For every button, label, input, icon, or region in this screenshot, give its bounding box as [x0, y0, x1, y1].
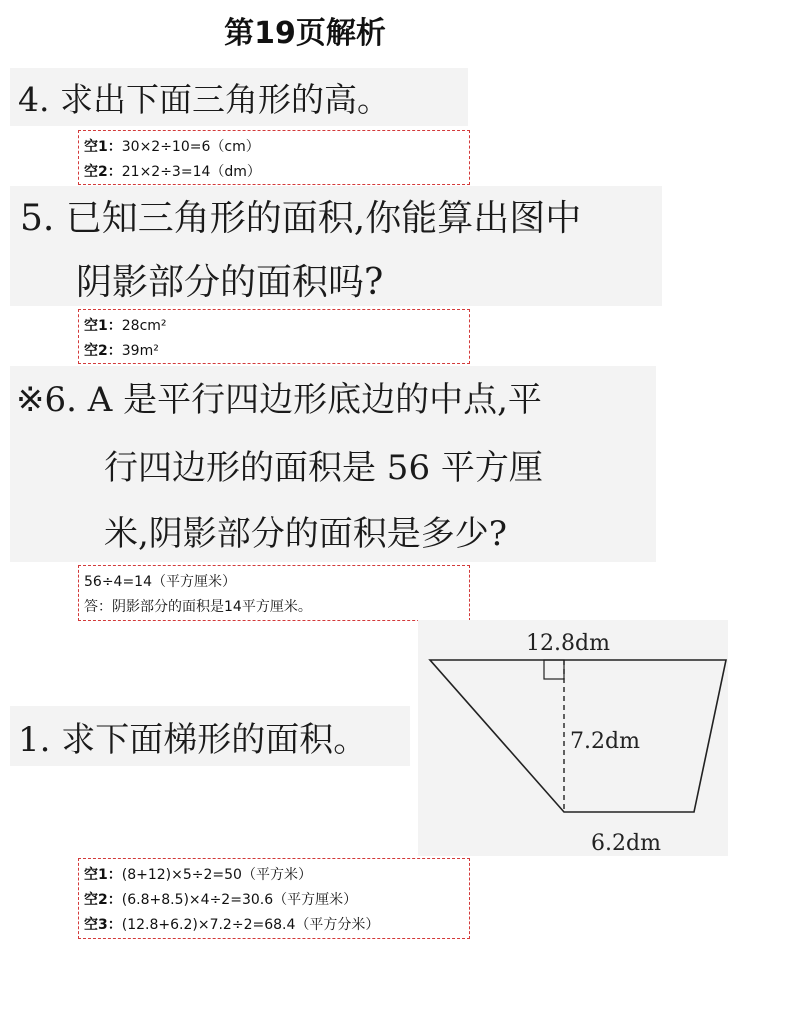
blank-label: 空1：: [84, 867, 122, 883]
right-angle-mark: [544, 660, 564, 679]
top-label: 12.8dm: [526, 631, 610, 656]
answer-row: [84, 863, 463, 888]
blank-value: 30×2÷10=6（cm）: [121, 139, 260, 155]
trapezoid-figure: [418, 620, 728, 856]
answer-row: [84, 888, 463, 913]
answer-row: [84, 339, 463, 364]
blank-label: 空3：: [84, 917, 122, 933]
question-6: [10, 366, 656, 562]
question-4: [10, 68, 468, 126]
question-5: [10, 186, 662, 306]
blank-label: 空1：: [84, 139, 122, 155]
question-6-line-1: ※6. A 是平行四边形底边的中点,平: [16, 380, 542, 420]
answer-box-5: [78, 309, 470, 364]
blank-label: 空2：: [84, 164, 122, 180]
blank-value: (8+12)×5÷2=50（平方米）: [121, 867, 312, 883]
answer-row: [84, 135, 463, 160]
blank-value: 28cm²: [121, 318, 167, 334]
question-6-line-3: 米,阴影部分的面积是多少?: [104, 514, 508, 554]
answer-row: [84, 314, 463, 339]
blank-value: 21×2÷3=14（dm）: [121, 164, 261, 180]
blank-value: (12.8+6.2)×7.2÷2=68.4（平方分米）: [121, 917, 380, 933]
answer-row: [84, 913, 463, 938]
answer-box-6: [78, 565, 470, 621]
blank-label: 空2：: [84, 343, 122, 359]
height-label: 7.2dm: [570, 729, 640, 754]
blank-value: 39m²: [121, 343, 159, 359]
question-5-line-2: 阴影部分的面积吗?: [76, 262, 384, 303]
answer-line-1: 56÷4=14（平方厘米）: [84, 574, 236, 590]
answer-row: [84, 160, 463, 185]
answer-line-2: 答：阴影部分的面积是14平方厘米。: [84, 599, 312, 615]
bottom-label: 6.2dm: [591, 831, 661, 856]
answer-box-4: [78, 130, 470, 185]
blank-label: 空2：: [84, 892, 122, 908]
page-title: 第19页解析: [224, 16, 386, 51]
blank-value: (6.8+8.5)×4÷2=30.6（平方厘米）: [121, 892, 358, 908]
question-6-line-2: 行四边形的面积是 56 平方厘: [104, 448, 543, 488]
answer-box-1: [78, 858, 470, 939]
question-1-text: 1. 求下面梯形的面积。: [18, 720, 368, 760]
question-1: [10, 706, 410, 766]
blank-label: 空1：: [84, 318, 122, 334]
question-4-text: 4. 求出下面三角形的高。: [18, 80, 390, 119]
question-5-line-1: 5. 已知三角形的面积,你能算出图中: [20, 198, 582, 239]
